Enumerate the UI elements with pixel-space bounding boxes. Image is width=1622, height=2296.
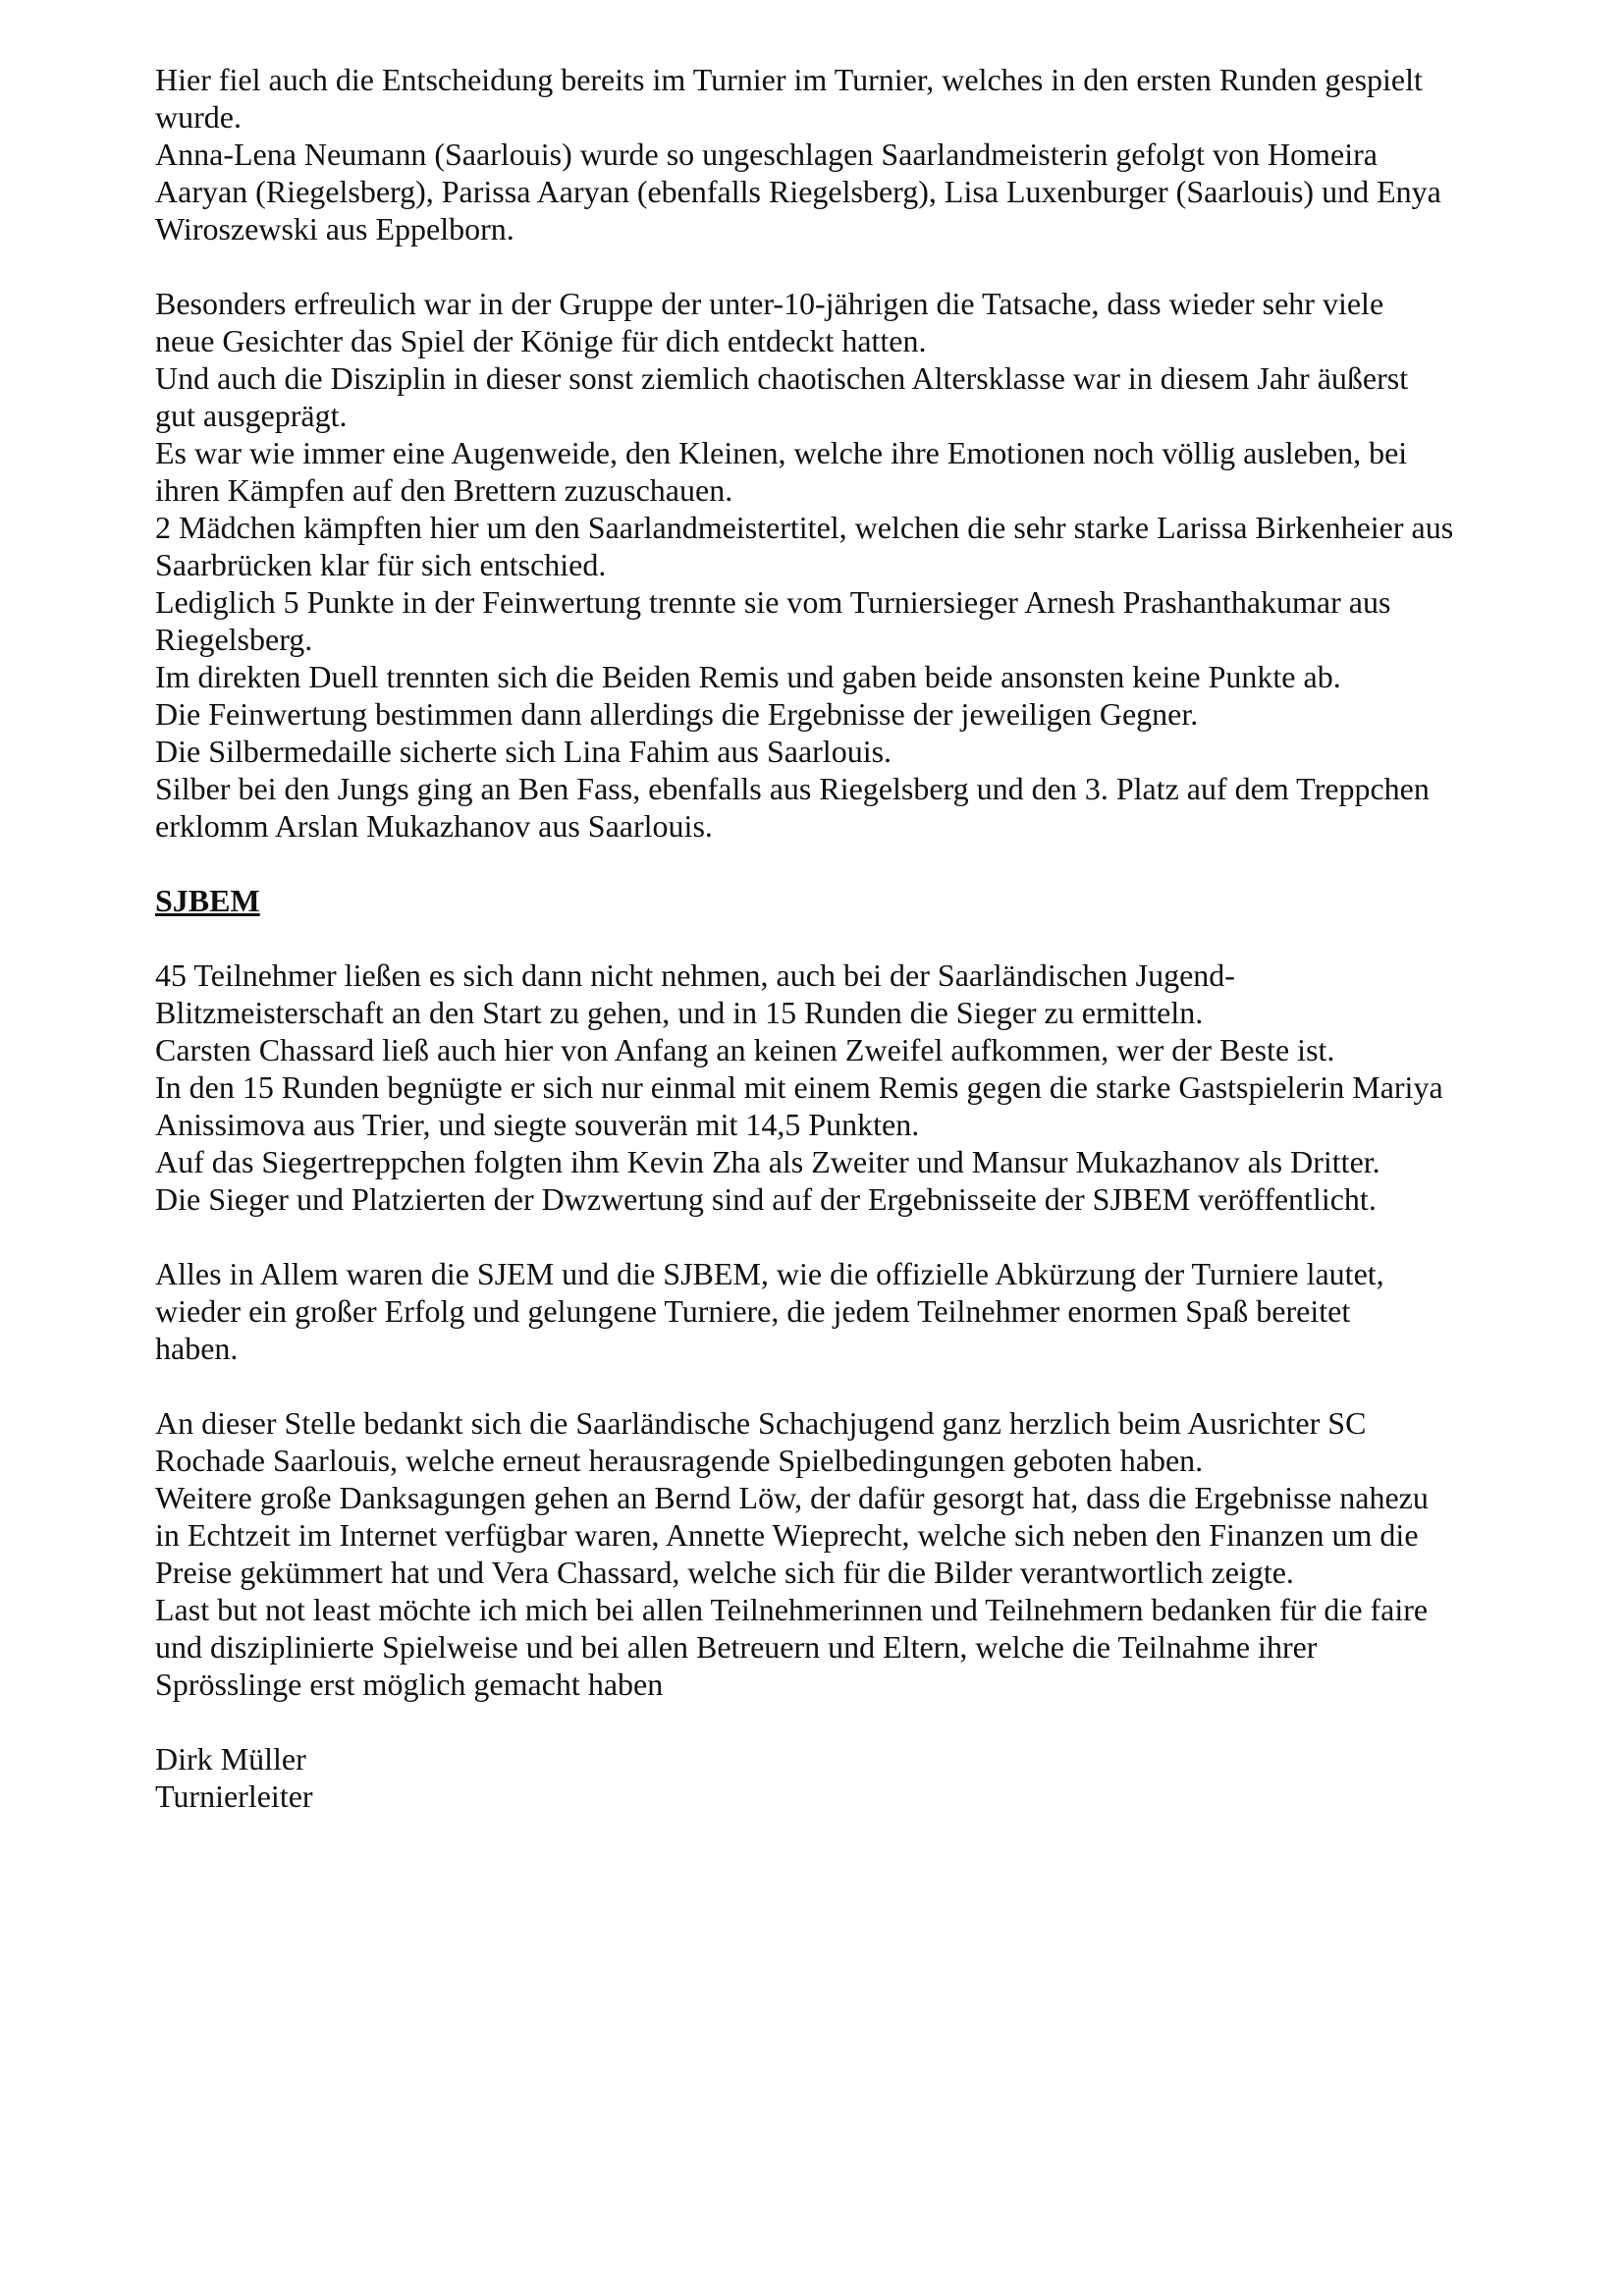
- text-line: haben.: [155, 1331, 239, 1366]
- text-line: Sprösslinge erst möglich gemacht haben: [155, 1667, 664, 1702]
- text-line: erklomm Arslan Mukazhanov aus Saarlouis.: [155, 808, 713, 844]
- text-line: 2 Mädchen kämpften hier um den Saarlandmeistertitel, welchen die sehr starke Larissa Birkenheier aus: [155, 510, 1454, 545]
- text-line: Preise gekümmert hat und Vera Chassard, welche sich für die Bilder verantwortlich zeigte.: [155, 1555, 1294, 1590]
- text-line: Weitere große Danksagungen gehen an Bernd Löw, der dafür gesorgt hat, dass die Ergebnisse nahezu: [155, 1480, 1429, 1515]
- text-line: und disziplinierte Spielweise und bei allen Betreuern und Eltern, welche die Teilnahme ihrer: [155, 1629, 1318, 1665]
- paragraph-under-10: [155, 285, 1549, 845]
- text-line: Silber bei den Jungs ging an Ben Fass, ebenfalls aus Riegelsberg und den 3. Platz auf dem Treppchen: [155, 771, 1430, 806]
- paragraph-results-girls: [155, 61, 1549, 247]
- text-line: An dieser Stelle bedankt sich die Saarländische Schachjugend ganz herzlich beim Ausrichter SC: [155, 1405, 1367, 1441]
- paragraph-sjbem: [155, 957, 1549, 1218]
- text-line: In den 15 Runden begnügte er sich nur einmal mit einem Remis gegen die starke Gastspielerin Mariya: [155, 1069, 1443, 1105]
- text-line: Hier fiel auch die Entscheidung bereits im Turnier im Turnier, welches in den ersten Runden gespielt: [155, 62, 1423, 97]
- signature-name: Dirk Müller: [155, 1741, 306, 1777]
- text-line: Es war wie immer eine Augenweide, den Kleinen, welche ihre Emotionen noch völlig ausleben, bei: [155, 435, 1408, 470]
- text-line: gut ausgeprägt.: [155, 398, 348, 433]
- text-line: 45 Teilnehmer ließen es sich dann nicht nehmen, auch bei der Saarländischen Jugend-: [155, 957, 1235, 993]
- section-heading-sjbem: SJBEM: [155, 883, 260, 918]
- text-line: Anna-Lena Neumann (Saarlouis) wurde so ungeschlagen Saarlandmeisterin gefolgt von Homeira: [155, 137, 1378, 172]
- text-line: Last but not least möchte ich mich bei allen Teilnehmerinnen und Teilnehmern bedanken für die faire: [155, 1592, 1429, 1627]
- text-line: wurde.: [155, 99, 242, 135]
- paragraph-spacer: [155, 845, 1549, 882]
- text-line: Aaryan (Riegelsberg), Parissa Aaryan (ebenfalls Riegelsberg), Lisa Luxenburger (Saarlouis) und Enya: [155, 174, 1441, 209]
- document-page: [155, 61, 1549, 1815]
- text-line: Die Silbermedaille sicherte sich Lina Fahim aus Saarlouis.: [155, 734, 892, 769]
- text-line: Alles in Allem waren die SJEM und die SJBEM, wie die offizielle Abkürzung der Turniere lautet,: [155, 1256, 1384, 1291]
- paragraph-spacer: [155, 1367, 1549, 1404]
- paragraph-thanks: [155, 1404, 1549, 1703]
- signature-role: Turnierleiter: [155, 1778, 313, 1814]
- text-line: Wiroszewski aus Eppelborn.: [155, 211, 514, 246]
- signature-block: [155, 1740, 1549, 1815]
- text-line: Die Sieger und Platzierten der Dwzwertung sind auf der Ergebnisseite der SJBEM veröffentlicht.: [155, 1181, 1377, 1217]
- text-line: Carsten Chassard ließ auch hier von Anfang an keinen Zweifel aufkommen, wer der Beste ist.: [155, 1032, 1335, 1067]
- text-line: Besonders erfreulich war in der Gruppe der unter-10-jährigen die Tatsache, dass wieder sehr viele: [155, 286, 1384, 321]
- text-line: Saarbrücken klar für sich entschied.: [155, 547, 607, 582]
- text-line: Und auch die Disziplin in dieser sonst ziemlich chaotischen Altersklasse war in diesem Jahr äußerst: [155, 360, 1409, 396]
- text-line: Riegelsberg.: [155, 622, 313, 657]
- text-line: neue Gesichter das Spiel der Könige für dich entdeckt hatten.: [155, 323, 927, 358]
- text-line: Anissimova aus Trier, und siegte souverän mit 14,5 Punkten.: [155, 1107, 920, 1142]
- text-line: ihren Kämpfen auf den Brettern zuzuschauen.: [155, 472, 733, 508]
- text-line: Lediglich 5 Punkte in der Feinwertung trennte sie vom Turniersieger Arnesh Prashanthakumar aus: [155, 584, 1391, 620]
- paragraph-spacer: [155, 1703, 1549, 1740]
- paragraph-spacer: [155, 919, 1549, 957]
- text-line: Die Feinwertung bestimmen dann allerdings die Ergebnisse der jeweiligen Gegner.: [155, 696, 1199, 732]
- text-line: in Echtzeit im Internet verfügbar waren, Annette Wieprecht, welche sich neben den Finanzen um die: [155, 1517, 1419, 1553]
- text-line: Rochade Saarlouis, welche erneut herausragende Spielbedingungen geboten haben.: [155, 1443, 1204, 1478]
- paragraph-summary: [155, 1255, 1549, 1367]
- text-line: Auf das Siegertreppchen folgten ihm Kevin Zha als Zweiter und Mansur Mukazhanov als Dritter.: [155, 1144, 1380, 1179]
- text-line: Im direkten Duell trennten sich die Beiden Remis und gaben beide ansonsten keine Punkte ab.: [155, 659, 1341, 694]
- paragraph-spacer: [155, 247, 1549, 285]
- paragraph-spacer: [155, 1218, 1549, 1255]
- text-line: Blitzmeisterschaft an den Start zu gehen, und in 15 Runden die Sieger zu ermitteln.: [155, 995, 1204, 1030]
- text-line: wieder ein großer Erfolg und gelungene Turniere, die jedem Teilnehmer enormen Spaß bereitet: [155, 1293, 1351, 1329]
